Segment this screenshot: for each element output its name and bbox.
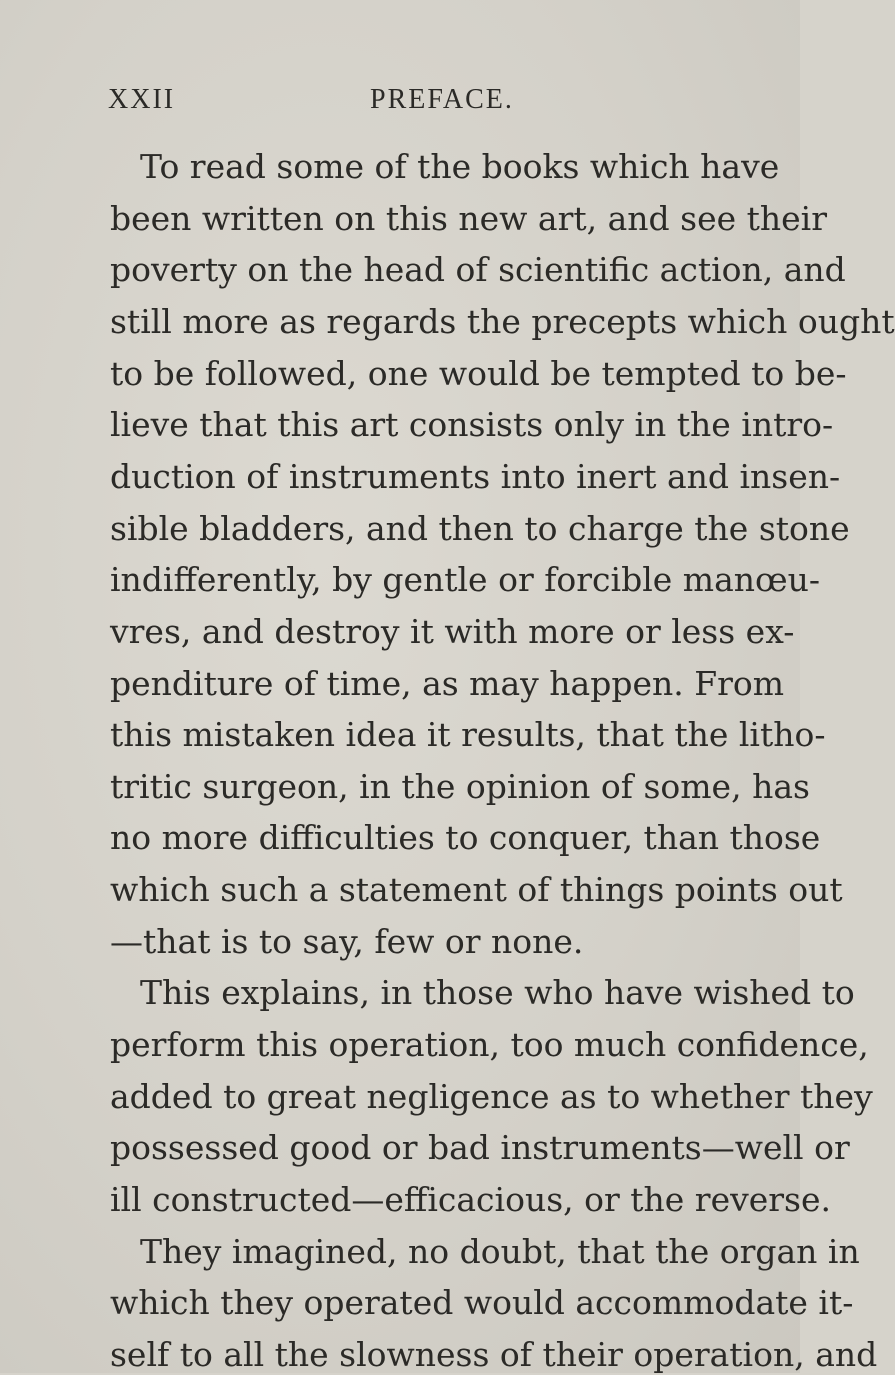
text-line: indifferently, by gentle or forcible manœu- <box>110 560 821 599</box>
text-line: no more difficulties to conquer, than those <box>110 818 821 857</box>
text-line: To read some of the books which have <box>140 147 780 186</box>
text-line: this mistaken idea it results, that the litho- <box>110 715 826 754</box>
text-line: —that is to say, few or none. <box>110 922 584 961</box>
text-line: perform this operation, too much confidence, <box>110 1025 869 1064</box>
text-line: tritic surgeon, in the opinion of some, has <box>110 767 810 806</box>
text-line: added to great negligence as to whether they <box>110 1077 873 1116</box>
running-head <box>108 84 728 124</box>
text-line: self to all the slowness of their operation, and <box>110 1335 878 1374</box>
text-line: vres, and destroy it with more or less ex- <box>110 612 795 651</box>
text-line: penditure of time, as may happen. From <box>110 664 785 703</box>
text-line: poverty on the head of scientific action, and <box>110 250 846 289</box>
text-line: which they operated would accommodate it- <box>110 1283 854 1322</box>
text-line: still more as regards the precepts which ought <box>110 302 895 341</box>
text-line: possessed good or bad instruments—well or <box>110 1128 850 1167</box>
text-line: They imagined, no doubt, that the organ in <box>140 1232 860 1271</box>
text-line: sible bladders, and then to charge the stone <box>110 509 850 548</box>
text-line: lieve that this art consists only in the intro- <box>110 405 834 444</box>
page-number: XXII <box>108 84 176 115</box>
running-title: PREFACE. <box>370 84 514 115</box>
text-line: duction of instruments into inert and insen- <box>110 457 841 496</box>
text-line: to be followed, one would be tempted to be- <box>110 354 847 393</box>
text-line: ill constructed—efficacious, or the reverse. <box>110 1180 832 1219</box>
text-line: which such a statement of things points out <box>110 870 843 909</box>
text-line: This explains, in those who have wished to <box>140 973 855 1012</box>
text-line: been written on this new art, and see their <box>110 199 828 238</box>
